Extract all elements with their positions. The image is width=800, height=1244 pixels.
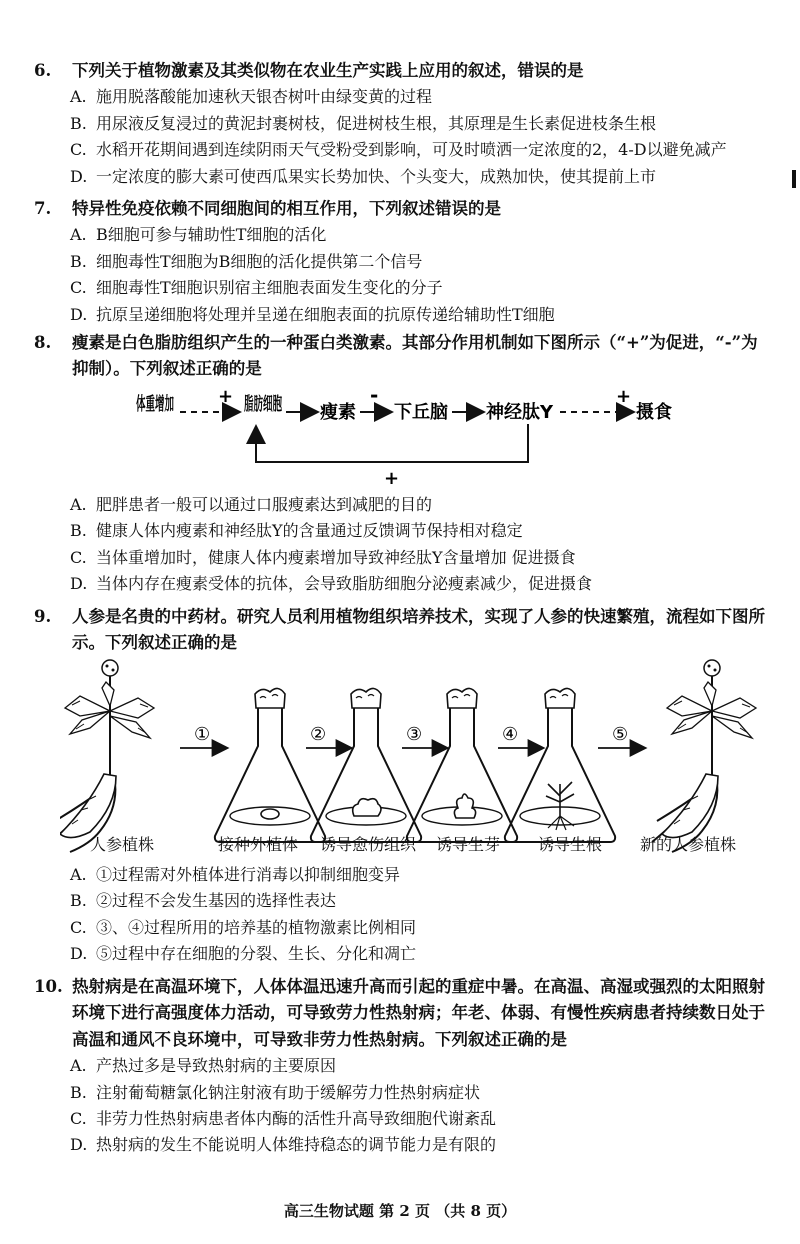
node-feeding: 摄食 bbox=[636, 402, 672, 423]
question-stem: 瘦素是白色脂肪组织产生的一种蛋白类激素。其部分作用机制如下图所示（“+”为促进，“-”为抑制）。下列叙述正确的是 bbox=[72, 333, 758, 379]
option-label: D. bbox=[70, 944, 88, 964]
option-label: C. bbox=[70, 278, 87, 298]
ginseng-captions bbox=[0, 832, 800, 858]
option-text: 细胞毒性T细胞识别宿主细胞表面发生变化的分子 bbox=[96, 278, 443, 298]
question-number: 6. bbox=[34, 61, 52, 80]
caption: 诱导愈伤组织 bbox=[320, 835, 417, 854]
node-neuropeptide-y: 神经肽Y bbox=[486, 402, 554, 423]
node-leptin: 瘦素 bbox=[320, 402, 356, 423]
option-label: B. bbox=[70, 1082, 87, 1102]
question-9 bbox=[34, 604, 774, 657]
option-label: B. bbox=[70, 251, 87, 271]
option-text: 用尿液反复浸过的黄泥封裹树枝，促进树枝生根，其原理是生长素促进枝条生根 bbox=[96, 113, 657, 133]
leptin-mechanism-diagram bbox=[120, 380, 700, 490]
flask-callus-illustration bbox=[311, 688, 421, 842]
step-label: ⑤ bbox=[612, 724, 629, 745]
question-stem: 人参是名贵的中药材。研究人员利用植物组织培养技术，实现了人参的快速繁殖，流程如下图所示。下列叙述正确的是 bbox=[72, 607, 765, 653]
option-c bbox=[70, 915, 774, 941]
node-hypothalamus: 下丘脑 bbox=[394, 402, 448, 423]
option-a bbox=[70, 84, 774, 110]
option-a bbox=[70, 222, 774, 248]
option-label: C. bbox=[70, 917, 87, 937]
option-text: ③、④过程所用的培养基的植物激素比例相同 bbox=[96, 917, 417, 937]
option-c bbox=[70, 275, 774, 301]
option-text: 产热过多是导致热射病的主要原因 bbox=[96, 1056, 337, 1076]
step-label: ④ bbox=[502, 724, 519, 745]
option-text: 肥胖患者一般可以通过口服瘦素达到减肥的目的 bbox=[96, 495, 433, 514]
question-7 bbox=[34, 196, 774, 328]
option-text: 水稻开花期间遇到连续阴雨天气受粉受到影响，可及时喷洒一定浓度的2，4-D以避免减产 bbox=[96, 140, 727, 160]
question-9-options bbox=[34, 862, 774, 968]
sign-inhibit: - bbox=[370, 383, 379, 407]
option-label: D. bbox=[70, 574, 88, 594]
flask-explant-illustration bbox=[215, 688, 325, 842]
sign-promote: + bbox=[384, 468, 400, 489]
flask-shoot-illustration bbox=[407, 688, 517, 842]
step-label: ① bbox=[194, 724, 211, 745]
option-text: 细胞毒性T细胞为B细胞的活化提供第二个信号 bbox=[96, 251, 423, 271]
option-text: 一定浓度的膨大素可使西瓜果实长势加快、个头变大，成熟加快，使其提前上市 bbox=[96, 166, 657, 186]
caption: 新的人参植株 bbox=[640, 835, 737, 854]
new-ginseng-plant-illustration bbox=[652, 660, 756, 852]
option-label: A. bbox=[70, 225, 87, 245]
option-label: C. bbox=[70, 547, 87, 567]
option-label: B. bbox=[70, 891, 87, 911]
option-c bbox=[70, 1106, 774, 1132]
question-stem: 特异性免疫依赖不同细胞间的相互作用，下列叙述错误的是 bbox=[72, 199, 501, 218]
option-d bbox=[70, 164, 774, 190]
feedback-loop-line bbox=[256, 424, 528, 462]
node-weight-gain: 体重增加 bbox=[136, 394, 208, 415]
sign-promote: + bbox=[218, 386, 234, 407]
option-label: A. bbox=[70, 865, 87, 884]
question-10 bbox=[34, 974, 774, 1159]
option-label: D. bbox=[70, 304, 88, 324]
question-stem: 下列关于植物激素及其类似物在农业生产实践上应用的叙述，错误的是 bbox=[72, 61, 584, 80]
option-d bbox=[70, 1132, 774, 1158]
question-8-options bbox=[34, 492, 774, 598]
option-a bbox=[70, 492, 774, 518]
option-text: ⑤过程中存在细胞的分裂、生长、分化和凋亡 bbox=[96, 944, 417, 964]
question-number: 8. bbox=[34, 333, 52, 352]
option-b bbox=[70, 111, 774, 137]
caption: 诱导生根 bbox=[538, 835, 603, 854]
node-fat-cell: 脂肪细胞 bbox=[244, 394, 316, 415]
option-d bbox=[70, 941, 774, 967]
option-c bbox=[70, 137, 774, 163]
step-label: ③ bbox=[406, 724, 423, 745]
sign-promote: + bbox=[616, 386, 632, 407]
option-label: A. bbox=[70, 87, 87, 107]
option-text: 当体内存在瘦素受体的抗体，会导致脂肪细胞分泌瘦素减少，促进摄食 bbox=[96, 574, 593, 594]
option-a bbox=[70, 1053, 774, 1079]
option-label: D. bbox=[70, 166, 88, 186]
option-text: 当体重增加时，健康人体内瘦素增加导致神经肽Y含量增加 促进摄食 bbox=[96, 547, 576, 567]
option-text: B细胞可参与辅助性T细胞的活化 bbox=[96, 225, 327, 245]
option-label: B. bbox=[70, 521, 87, 541]
option-text: 非劳力性热射病患者体内酶的活性升高导致细胞代谢紊乱 bbox=[96, 1109, 497, 1129]
question-number: 9. bbox=[34, 607, 52, 626]
caption: 诱导生芽 bbox=[436, 835, 501, 854]
option-text: ①过程需对外植体进行消毒以抑制细胞变异 bbox=[96, 865, 401, 884]
caption: 人参植株 bbox=[90, 835, 155, 854]
option-b bbox=[70, 1080, 774, 1106]
option-text: 热射病的发生不能说明人体维持稳态的调节能力是有限的 bbox=[96, 1135, 497, 1155]
option-b bbox=[70, 518, 774, 544]
ginseng-plant-illustration bbox=[60, 660, 154, 852]
option-b bbox=[70, 249, 774, 275]
option-b bbox=[70, 888, 774, 914]
option-d bbox=[70, 302, 774, 328]
caption: 接种外植体 bbox=[218, 835, 299, 854]
scan-edge-mark bbox=[792, 170, 796, 188]
page-footer: 高三生物试题 第 2 页 （共 8 页） bbox=[283, 1202, 517, 1220]
option-text: 注射葡萄糖氯化钠注射液有助于缓解劳力性热射病症状 bbox=[96, 1082, 481, 1102]
option-label: D. bbox=[70, 1135, 88, 1155]
question-8 bbox=[34, 330, 774, 383]
option-text: 施用脱落酸能加速秋天银杏树叶由绿变黄的过程 bbox=[96, 87, 433, 107]
question-number: 7. bbox=[34, 199, 52, 218]
option-d bbox=[70, 571, 774, 597]
option-c bbox=[70, 545, 774, 571]
option-label: B. bbox=[70, 113, 87, 133]
flask-root-illustration bbox=[505, 688, 615, 842]
question-6 bbox=[34, 58, 774, 190]
option-label: A. bbox=[70, 495, 87, 514]
option-text: 健康人体内瘦素和神经肽Y的含量通过反馈调节保持相对稳定 bbox=[96, 521, 523, 541]
option-a bbox=[70, 862, 774, 888]
option-text: ②过程不会发生基因的选择性表达 bbox=[96, 891, 337, 911]
step-label: ② bbox=[310, 724, 327, 745]
option-label: C. bbox=[70, 140, 87, 160]
question-number: 10. bbox=[34, 977, 63, 996]
option-label: C. bbox=[70, 1109, 87, 1129]
option-label: A. bbox=[70, 1056, 87, 1076]
option-text: 抗原呈递细胞将处理并呈递在细胞表面的抗原传递给辅助性T细胞 bbox=[96, 304, 555, 324]
question-stem: 热射病是在高温环境下，人体体温迅速升高而引起的重症中暑。在高温、高湿或强烈的太阳照射环境下进行高强度体力活动，可导致劳力性热射病；年老、体弱、有慢性疾病患者持续数日处于高温和通风不良环境中，可导致非劳力性热射病。下列叙述正确的是 bbox=[72, 977, 765, 1049]
